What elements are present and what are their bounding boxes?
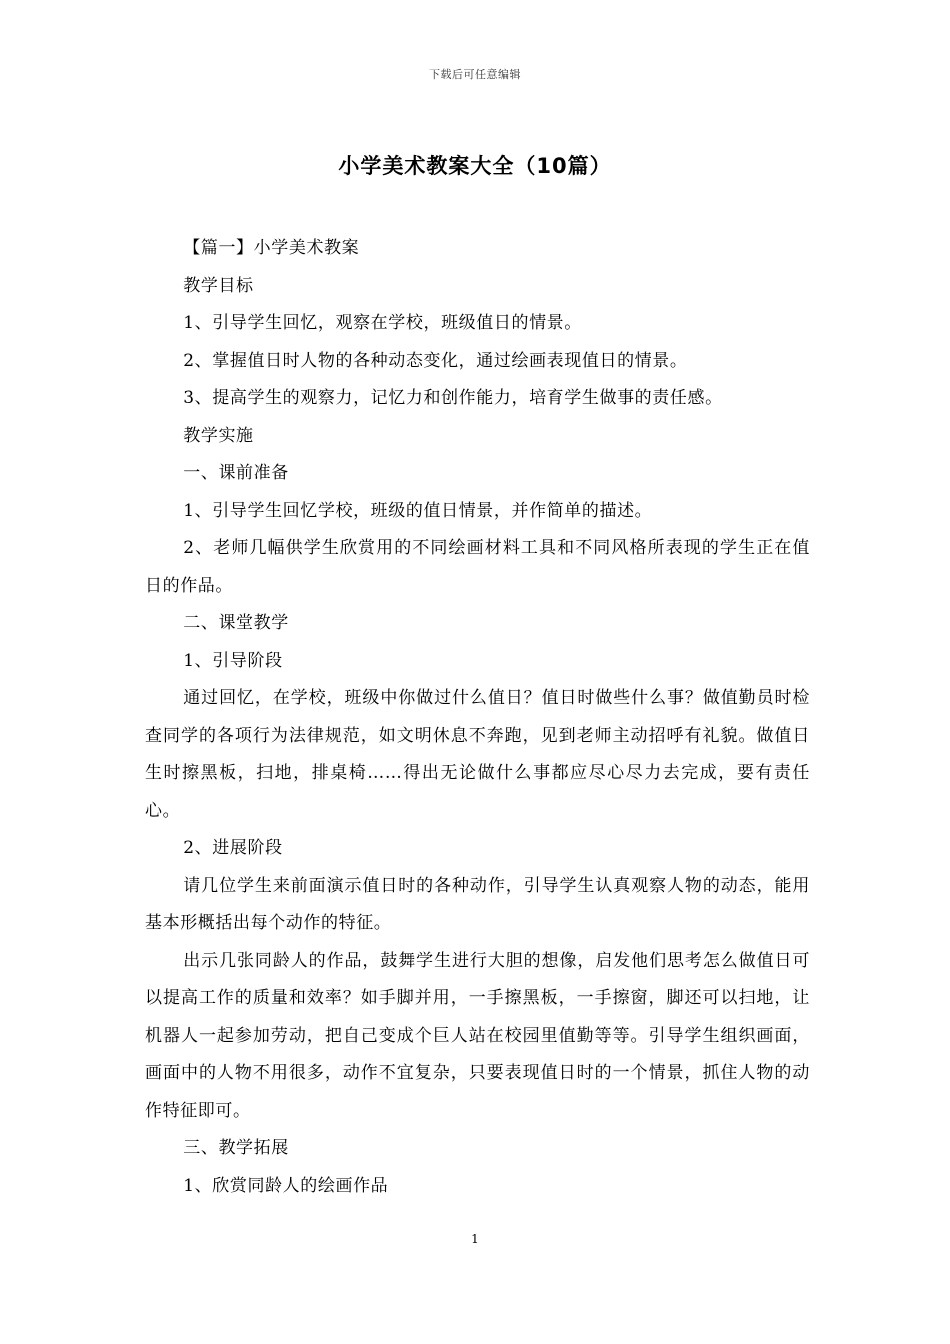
paragraph: 3、提高学生的观察力，记忆力和创作能力，培育学生做事的责任感。 [183,388,723,408]
paragraph: 出示几张同龄人的作品，鼓舞学生进行大胆的想像，启发他们思考怎么做值日可以提高工作的质量和效率？如手脚并用，一手擦黑板，一手擦窗，脚还可以扫地，让机器人一起参加劳动，把自己变成个巨人站在校园里值勤等等。引导学生组织画面，画面中的人物不用很多，动作不宜复杂，只要表现值日时的一个情景，抓住人物的动作特征即可。 [145,950,810,1121]
section-heading: 【篇一】小学美术教案 [183,238,360,258]
paragraph: 2、老师几幅供学生欣赏用的不同绘画材料工具和不同风格所表现的学生正在值日的作品。 [145,538,810,596]
document-body [145,230,810,1205]
paragraph: 1、引导学生回忆，观察在学校，班级值日的情景。 [183,313,582,333]
subheading: 教学目标 [183,275,254,296]
paragraph: 1、欣赏同龄人的绘画作品 [183,1175,389,1196]
paragraph: 通过回忆，在学校，班级中你做过什么值日？值日时做些什么事？做值勤员时检查同学的各项行为法律规范，如文明休息不奔跑，见到老师主动招呼有礼貌。做值日生时擦黑板，扫地，排桌椅……得出无论做什么事都应尽心尽力去完成，要有责任心。 [145,688,810,821]
paragraph: 请几位学生来前面演示值日时的各种动作，引导学生认真观察人物的动态，能用基本形概括出每个动作的特征。 [145,875,810,933]
subheading: 二、课堂教学 [183,613,289,633]
page-number: 1 [471,1232,479,1246]
subheading: 一、课前准备 [183,463,289,483]
header-note: 下载后可任意编辑 [429,68,521,81]
subheading: 1、引导阶段 [183,650,283,671]
paragraph: 1、引导学生回忆学校，班级的值日情景，并作简单的描述。 [183,500,653,521]
paragraph: 2、掌握值日时人物的各种动态变化，通过绘画表现值日的情景。 [183,350,688,371]
subheading: 教学实施 [183,425,254,446]
subheading: 三、教学拓展 [183,1138,289,1158]
subheading: 2、进展阶段 [183,838,283,858]
document-title: 小学美术教案大全（10篇） [338,154,612,178]
